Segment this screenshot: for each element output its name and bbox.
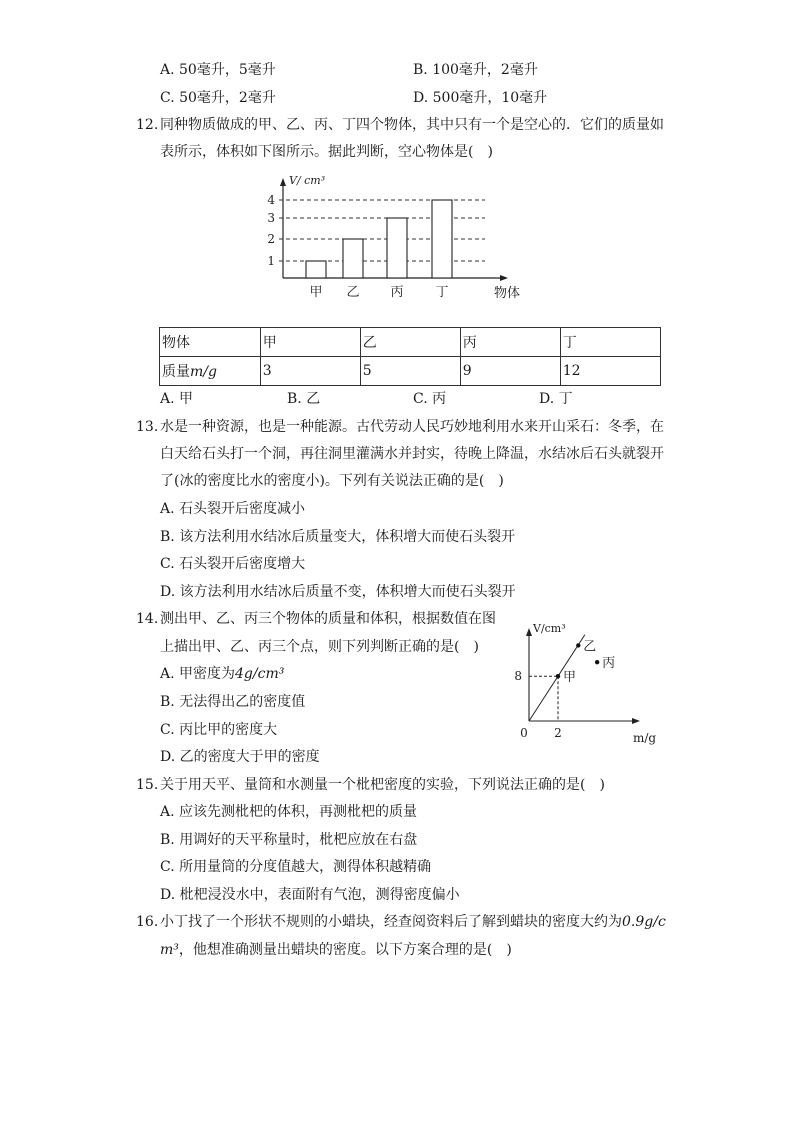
table-row-label	[160, 357, 261, 386]
y-axis-arrow	[526, 628, 532, 636]
q14-option-c: C. 丙比甲的密度大	[160, 722, 278, 738]
q14-option-b: B. 无法得出乙的密度值	[160, 694, 306, 710]
q11-option-c: C. 50毫升，2毫升	[160, 90, 276, 106]
q16-density-value: 0.9g/c	[622, 914, 666, 930]
point-label: 乙	[583, 639, 597, 655]
y-tick-label: 4	[267, 193, 275, 207]
x-axis-arrow	[632, 718, 640, 724]
q16-stem-line2	[160, 940, 512, 960]
q12-option-d: D. 丁	[539, 391, 573, 407]
q15-option-b: B. 用调好的天平称量时，枇杷应放在右盘	[160, 832, 418, 848]
table-cell: 12	[560, 357, 660, 386]
q13-option-d: D. 该方法利用水结冰后质量不变，体积增大而使石头裂开	[160, 584, 516, 600]
table-cell: 9	[460, 357, 560, 386]
q11-option-a: A. 50毫升，5毫升	[160, 62, 276, 78]
x-tick-label: 乙	[346, 285, 360, 300]
point-label: 甲	[563, 670, 577, 686]
y-axis-arrow	[280, 178, 286, 186]
bar	[343, 239, 363, 278]
y-tick-label: 1	[267, 254, 275, 268]
x-tick-label: 丁	[435, 285, 449, 300]
y-axis-label: V/ cm³	[289, 174, 326, 187]
data-point	[595, 660, 599, 664]
q11-option-b: B. 100毫升，2毫升	[413, 62, 538, 78]
data-point	[556, 674, 560, 678]
table-cell: 3	[260, 357, 360, 386]
table-header-cell: 乙	[360, 328, 460, 357]
table-cell: 5	[360, 357, 460, 386]
q11-option-d: D. 500毫升，10毫升	[413, 90, 548, 106]
q16-density-unit: m³	[160, 942, 179, 958]
q13-option-c: C. 石头裂开后密度增大	[160, 556, 306, 572]
q16-stem-text: 小丁找了一个形状不规则的小蜡块，经查阅资料后了解到蜡块的密度大约为	[160, 914, 622, 930]
q13-option-b: B. 该方法利用水结冰后质量变大，体积增大而使石头裂开	[160, 529, 516, 545]
bar	[387, 218, 407, 278]
q14-stem-line1: 测出甲、乙、丙三个物体的质量和体积，根据数值在图	[160, 611, 496, 627]
data-point	[576, 643, 580, 647]
q15-option-c: C. 所用量筒的分度值越大，测得体积越精确	[160, 859, 432, 875]
table-header-cell: 物体	[160, 328, 261, 357]
bar	[306, 261, 326, 278]
q13-stem-line3: 了(冰的密度比水的密度小)。下列有关说法正确的是( )	[160, 473, 504, 489]
q12-option-b: B. 乙	[287, 391, 321, 407]
q12-mass-table	[159, 327, 661, 386]
q16-stem-text2: ，他想准确测量出蜡块的密度。以下方案合理的是( )	[178, 942, 512, 958]
y-axis-label: V/cm³	[533, 622, 566, 635]
q14-option-a-prefix: A. 甲密度为	[160, 666, 236, 682]
x-axis-label: 物体	[494, 286, 521, 301]
x-axis-label: m/g	[633, 731, 657, 745]
q15-option-d: D. 枇杷浸没水中，表面附有气泡，测得密度偏小	[160, 887, 460, 903]
y-tick-label: 8	[514, 669, 522, 684]
table-header-cell: 甲	[260, 328, 360, 357]
q15-number: 15.	[136, 777, 159, 793]
q13-option-a: A. 石头裂开后密度减小	[160, 501, 306, 517]
q13-number: 13.	[136, 419, 159, 435]
q12-option-a: A. 甲	[160, 391, 194, 407]
q14-option-d: D. 乙的密度大于甲的密度	[160, 749, 320, 765]
q12-stem-line1: 同种物质做成的甲、乙、丙、丁四个物体，其中只有一个是空心的．它们的质量如	[160, 117, 664, 133]
point-label: 丙	[602, 656, 616, 672]
x-tick-label: 2	[554, 726, 562, 740]
q16-stem-line1	[160, 912, 666, 932]
q12-number: 12.	[136, 117, 159, 133]
q14-density-chart	[512, 616, 662, 746]
q12-volume-chart	[265, 168, 565, 308]
table-header-cell: 丁	[560, 328, 660, 357]
q15-stem: 关于用天平、量筒和水测量一个枇杷密度的实验，下列说法正确的是( )	[160, 777, 605, 793]
x-axis-arrow	[500, 275, 508, 281]
x-tick-label: 丙	[390, 285, 404, 300]
mass-label: 质量	[162, 364, 190, 380]
q16-number: 16.	[136, 914, 159, 930]
q14-stem-line2: 上描出甲、乙、丙三个点，则下列判断正确的是( )	[160, 639, 479, 655]
q13-stem-line2: 白天给石头打一个洞，再往洞里灌满水并封实，待晚上降温，水结冰后石头就裂开	[160, 446, 664, 462]
origin-label: 0	[520, 726, 528, 740]
q14-option-a	[160, 664, 284, 684]
q12-option-c: C. 丙	[413, 391, 447, 407]
y-tick-label: 2	[267, 232, 275, 246]
table-row	[160, 357, 661, 386]
mass-unit: m/g	[190, 364, 217, 380]
x-tick-label: 甲	[309, 285, 323, 300]
table-header-cell: 丙	[460, 328, 560, 357]
q15-option-a: A. 应该先测枇杷的体积，再测枇杷的质量	[160, 804, 418, 820]
q14-number: 14.	[136, 611, 159, 627]
q12-stem-line2: 表所示，体积如下图所示。据此判断，空心物体是( )	[160, 144, 493, 160]
q13-stem-line1: 水是一种资源，也是一种能源。古代劳动人民巧妙地利用水来开山采石：冬季，在	[160, 419, 664, 435]
q14-option-a-value: 4g/cm³	[235, 666, 285, 682]
y-tick-label: 3	[267, 211, 275, 225]
table-row	[160, 328, 661, 357]
bar	[432, 200, 452, 278]
